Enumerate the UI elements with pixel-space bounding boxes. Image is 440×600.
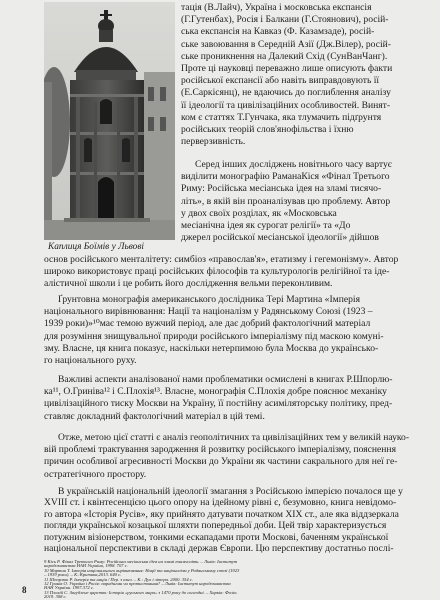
shporluk-paragraph <box>44 374 409 423</box>
text-line: месіанічна ідея як сурогат релігії» та «До <box>181 220 351 232</box>
text-line: потужним візіонерством, тонкими ескападами проти Москові, баченням української <box>44 531 389 543</box>
text-line: ська експансія на Кавказ (Ф. Казамзаде), росій- <box>181 26 375 38</box>
text-line: погляди української козацької шляхти попередньої доби. Цей твір характеризується <box>44 520 387 532</box>
footnote-line: 13 Плохій С. Загублене царство: Історія «руського мира» з 1470 року до сьогодні. – Харків: Фоліо. <box>44 589 238 595</box>
text-line: широко використовує праці російських філософів та культурологів релігійної та іде- <box>44 266 390 278</box>
text-line: В українській національній ідеології змагання з Російською імперією почалося ще у <box>58 486 403 497</box>
footnote-line: 11 Шпорлюк Р. Імперія та нація / Пер. з англ. – К.: Дух і літера. 2000. 354 с. <box>44 576 193 582</box>
text-line: остратегічного простору. <box>44 468 147 480</box>
text-line: джерел російської месіанської ідеології» дійшов <box>181 232 379 244</box>
text-line: для розуміння знищувальної природи російського імперіалізму під маскою комуні- <box>44 330 384 342</box>
text-line: зму. Власне, ця книга показує, наскільки нетерпимою була Москва до українсько- <box>44 342 379 354</box>
text-line: причин особливої агресивності Москви до України як частини сакрального для неї ге- <box>44 456 398 468</box>
text-line: го автора «Історія Русів», яку прийнято датувати початком XIX ст., але яка віддзеркала <box>44 508 399 520</box>
martin-paragraph <box>44 294 409 367</box>
text-line: ставляє докладний фактологічний матеріал в цій темі. <box>44 410 265 422</box>
ukr-ideology-paragraph <box>44 486 409 554</box>
page-number: 8 <box>22 585 27 595</box>
text-line: Серед інших досліджень новітнього часу вартує <box>195 159 392 170</box>
text-line: ка¹¹, О.Гриніва¹² і С.Плохія¹³. Власне, монографія С.Плохія добре пояснює механіку <box>44 386 387 398</box>
text-line: Риму: Російська месіанська ідея на зламі тисячо- <box>181 183 382 195</box>
right-column-text <box>181 2 407 148</box>
text-line: основ російського менталітету: симбіоз «православ'я», етатизму і гегемонізму». Автор <box>44 254 399 265</box>
text-line: Важливі аспекти аналізованої нами проблематики осмислені в книгах Р.Шпорлю- <box>58 374 393 385</box>
text-line: виділити монографію РаманаКіся «Фінал Третього <box>181 171 390 183</box>
text-line: вій проблемі трактування зародження й розвитку російського імперіалізму, пояснення <box>44 444 396 456</box>
text-line: ком є статтях Т.Гунчака, яка тлумачить підґрунтя <box>181 111 382 123</box>
text-line: (Г.Гутенбах), Росія і Балкани (Г.Стоянович), росій- <box>181 14 389 26</box>
boim-chapel-photo <box>44 2 175 240</box>
goal-paragraph <box>44 432 409 481</box>
text-line: літь», в якій він проаналізував цю проблему. Автор <box>181 195 391 207</box>
footnote-line: НАН України. 1997.372 с. <box>44 585 95 591</box>
footnote-line: 9 Кісь Р. Фінал Третього Риму: Російська месіанська ідея на зламі тисячоліть. – Львів: Інститут <box>44 559 238 564</box>
text-line: перверзивність. <box>181 136 246 148</box>
text-line: її ідеології та цивілізаційних особливостей. Винят- <box>181 99 391 111</box>
text-line: російських теорій слов'янофільства і їхню <box>181 124 354 136</box>
text-line: 1939 роки)»¹⁰має темою вужчий період, але дає добрий фактологічний матеріал <box>44 318 371 330</box>
rama-paragraph-right <box>181 159 407 244</box>
footnote-line: – 1939 роки). – К.:Критика,2013. 640 с. <box>44 572 122 578</box>
text-line: ське проникнення на Далекий Схід (СунВанЧанг). <box>181 50 388 62</box>
text-line: Отже, метою цієї статті є аналіз геополітичних та цивілізаційних тем у великій науко- <box>57 432 410 443</box>
rama-paragraph-full <box>44 254 409 291</box>
text-line: Проте ці науковці переважно лише описують факти <box>181 63 393 75</box>
text-line: національної перспективи в складі держав Європи. Цю перспективу достатньо послі- <box>44 543 394 555</box>
text-line: алістичної школи і це робить його дослідження вельми переконливим. <box>44 278 333 290</box>
text-line: ське завоювання в Середній Азії (Дж.Вілер), росій- <box>181 38 391 50</box>
footnote-line: народознавства НАН України, 1998. 707 с. <box>44 563 128 569</box>
text-line: національного вирівнювання: Нації та націоналізм у Радянському Союзі (1923 – <box>44 306 373 318</box>
text-line: тація (В.Лайч), Україна і московська експансія <box>181 2 372 13</box>
text-line: XVIII ст. і квінтесенцією цього опору на ідейному рівні є, безумовно, книга невідомо- <box>44 497 397 509</box>
text-line: у двох своїх розділах, як «Московська <box>181 207 337 219</box>
text-line: цивілізаційного тиску Москви на Україну, її постійну асиміляторську політику, пред- <box>44 398 393 410</box>
text-line: го національного руху. <box>44 355 137 367</box>
photo-caption: Каплиця Боїмів у Львові <box>48 242 145 252</box>
footnote-line: 12 Гринів О. Україна і Росія: парадигми чи протистояння? – Львів: Інститут народознавства <box>44 581 231 586</box>
footnote-line: 2019. 308 с. <box>44 594 67 600</box>
text-line: Ґрунтовна монографія американського дослідника Тері Мартина «Імперія <box>58 294 360 305</box>
footnote-line: 10 Мартин Т. Імперія національного вирівнювання: Нації та націоналізм у Радянському союзі (1923 <box>44 567 240 573</box>
text-line: (Е.Саркісянц), не вдаючись до поглиблення аналізу <box>181 87 391 99</box>
text-line: російської експансії або навіть виправдовують її <box>181 75 380 87</box>
